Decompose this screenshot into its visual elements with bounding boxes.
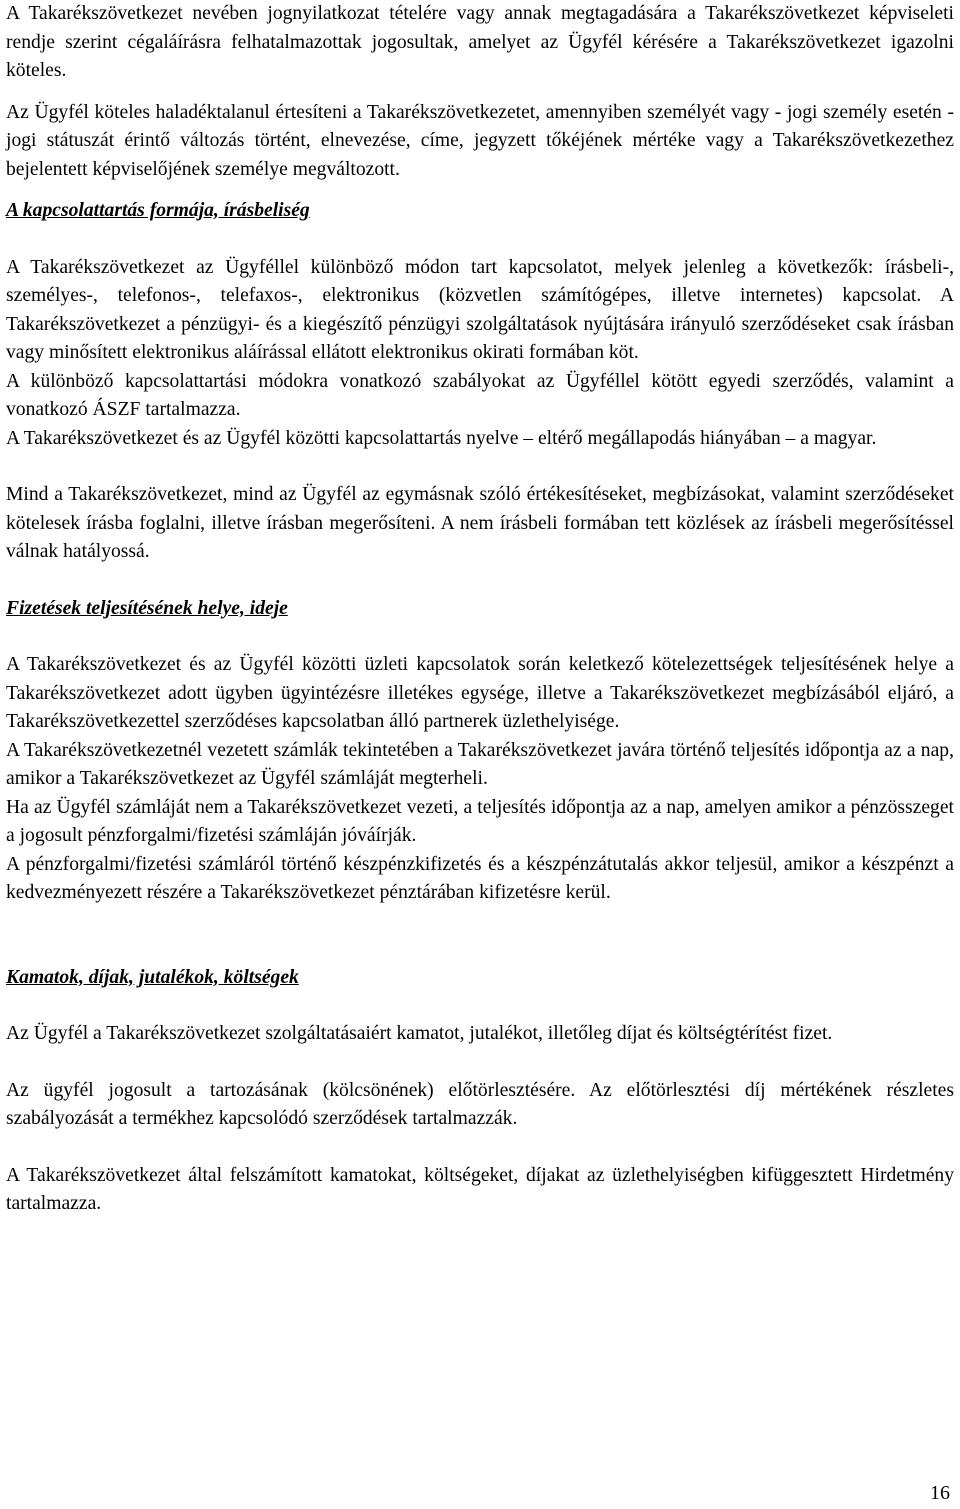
paragraph-announcement: A Takarékszövetkezet által felszámított kamatokat, költségeket, díjakat az üzlethelyiségben kifüggesztett Hirdetmény tartalmazza. [6, 1164, 954, 1214]
paragraph-prepayment: Az ügyfél jogosult a tartozásának (kölcsönének) előtörlesztésére. Az előtörlesztési díj mértékének részletes szabályozását a termékhez kapcsolódó szerződések tartalmazzák. [6, 1079, 954, 1129]
paragraph-client-notification: Az Ügyfél köteles haladéktalanul értesíteni a Takarékszövetkezetet, amennyiben személyét vagy - jogi személy esetén - jogi státuszát érintő változás történt, elnevezése, címe, jegyzett tőkéjének mértéke vagy a Takarékszövetkezethez bejelentett képviselőjének személye megváltozott. [6, 101, 954, 180]
page-number: 16 [930, 1482, 950, 1504]
paragraph-written-form: Mind a Takarékszövetkezet, mind az Ügyfél az egymásnak szóló értékesítéseket, megbízásokat, valamint szerződéseket kötelesek írásba foglalni, illetve írásban megerősíteni. A nem írásbeli formában tett közlések az írásbeli megerősítéssel válnak hatályossá. [6, 484, 954, 562]
paragraph-contact-rules: A különböző kapcsolattartási módokra vonatkozó szabályokat az Ügyféllel kötött egyedi szerződés, valamint a vonatkozó ÁSZF tartalmazza. [6, 370, 954, 420]
section-heading-payments: Fizetések teljesítésének helye, ideje [6, 597, 288, 619]
section-heading-contact: A kapcsolattartás formája, írásbeliség [6, 200, 310, 221]
paragraph-signatory-rights: A Takarékszövetkezet nevében jognyilatkozat tételére vagy annak megtagadására a Takarékszövetkezet képviseleti rendje szerint cégaláírásra felhatalmazottak jogosultak, amelyet az Ügyfél kérésére a Takarékszövetkezet igazolni köteles. [6, 3, 954, 81]
paragraph-payment-time-internal: A Takarékszövetkezetnél vezetett számlák tekintetében a Takarékszövetkezet javára történő teljesítés időpontja az a nap, amikor a Takarékszövetkezet az Ügyfél számláját megterheli. [6, 739, 954, 789]
paragraph-contact-forms: A Takarékszövetkezet az Ügyféllel különböző módon tart kapcsolatot, melyek jelenleg a következők: írásbeli-, személyes-, telefonos-, telefaxos-, elektronikus (közvetlen számítógépes, illetve internetes) kapcsolat. A Takarékszövetkezet a pénzügyi- és a kiegészítő pénzügyi szolgáltatások nyújtására irányuló szerződéseket csak írásban vagy minősített elektronikus aláírással ellátott elektronikus okirati formában köt. [6, 256, 954, 363]
paragraph-language: A Takarékszövetkezet és az Ügyfél közötti kapcsolattartás nyelve – eltérő megállapodás hiányában – a magyar. [6, 427, 877, 449]
section-heading-fees: Kamatok, díjak, jutalékok, költségek [6, 966, 299, 988]
document-page [6, 0, 954, 1219]
paragraph-payment-place: A Takarékszövetkezet és az Ügyfél közötti üzleti kapcsolatok során keletkező kötelezettségek teljesítésének helye a Takarékszövetkezet adott ügyben ügyintézésre illetékes egysége, illetve a Takarékszövetkezet megbízásából eljáró, a Takarékszövetkezettel szerződéses kapcsolatban álló partnerek üzlethelyisége. [6, 654, 954, 732]
paragraph-cash-payment: A pénzforgalmi/fizetési számláról történő készpénzkifizetés és a készpénzátutalás akkor teljesül, amikor a készpénzt a kedvezményezett részére a Takarékszövetkezet pénztárában kifizetésre kerül. [6, 853, 954, 903]
paragraph-payment-time-external: Ha az Ügyfél számláját nem a Takarékszövetkezet vezeti, a teljesítés időpontja az a nap, amelyen amikor a pénzösszeget a jogosult pénzforgalmi/fizetési számláján jóváírják. [6, 796, 954, 846]
paragraph-fees: Az Ügyfél a Takarékszövetkezet szolgáltatásaiért kamatot, jutalékot, illetőleg díjat és költségtérítést fizet. [6, 1023, 833, 1044]
